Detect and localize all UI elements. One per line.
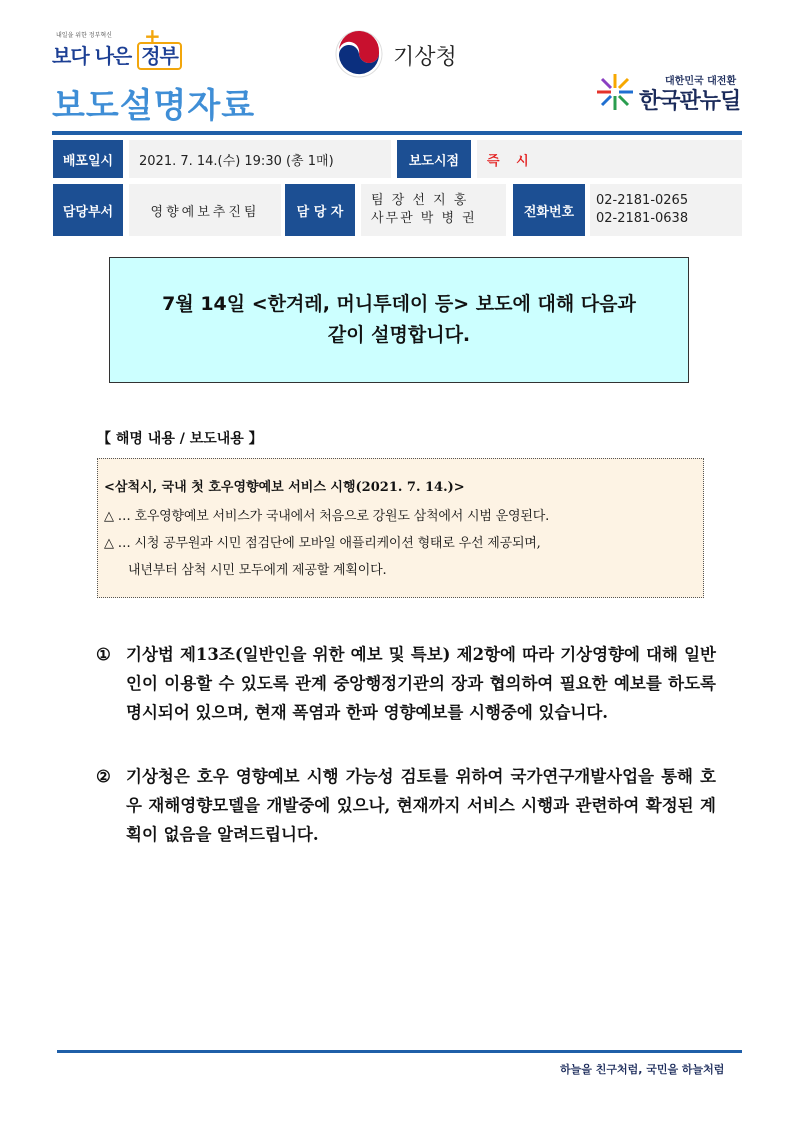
agency-name: 기상청: [393, 45, 457, 70]
paragraph-number: ②: [96, 767, 111, 786]
gov-innovation-logo: [52, 24, 178, 70]
department-label: 담당부서: [53, 184, 123, 236]
new-deal-name: 한국판뉴딜: [639, 89, 741, 114]
paragraph-number: ①: [96, 645, 111, 664]
paragraph-text: 기상법 제13조(일반인을 위한 예보 및 특보) 제2항에 따라 기상영향에 대해 일반인이 이용할 수 있도록 관계 중앙행정기관의 장과 협의하여 필요한 예보를 하도록 명시되어 있으며, 현재 폭염과 한파 영향예보를 시행중에 있습니다.: [126, 645, 716, 722]
contact-person-1: 팀 장 선 지 홍: [371, 193, 469, 208]
phone-2: 02-2181-0638: [596, 211, 689, 226]
report-line-2: △ … 시청 공무원과 시민 점검단에 모바일 애플리케이션 형태로 우선 제공되며,: [104, 536, 541, 551]
report-quote-box: [97, 458, 704, 598]
embargo-label: 보도시점: [397, 140, 471, 178]
phone-label: 전화번호: [513, 184, 585, 236]
contact-person-value: [361, 184, 506, 236]
footer-slogan: 하늘을 친구처럼, 국민을 하늘처럼: [560, 1063, 725, 1076]
document-title: 보도설명자료: [52, 86, 256, 126]
paragraph-text: 기상청은 호우 영향예보 시행 가능성 검토를 위하여 국가연구개발사업을 통해 호우 재해영향모델을 개발중에 있으나, 현재까지 서비스 시행과 관련하여 확정된 계획이 없음을 알려드립니다.: [126, 767, 716, 844]
department-value: 영향예보추진팀: [129, 184, 281, 236]
release-date-value: 2021. 7. 14.(수) 19:30 (총 1매): [129, 140, 391, 178]
phone-value: [590, 184, 742, 236]
contact-person-label: 담 당 자: [285, 184, 355, 236]
header-divider: [52, 131, 742, 135]
taegeuk-emblem-icon: [335, 30, 383, 78]
headline-line-2: 같이 설명합니다.: [327, 324, 471, 346]
headline-box: [109, 257, 689, 383]
release-date-label: 배포일시: [53, 140, 123, 178]
phone-1: 02-2181-0265: [596, 193, 689, 208]
embargo-value: 즉 시: [477, 140, 742, 178]
korean-new-deal-logo: [595, 68, 755, 118]
headline-line-1: 7월 14일 <한겨레, 머니투데이 등> 보도에 대해 다음과: [162, 293, 636, 315]
explanation-paragraph-2: [96, 762, 716, 849]
footer-divider: [57, 1050, 742, 1053]
report-line-3: 내년부터 삼척 시민 모두에게 제공할 계획이다.: [128, 563, 387, 578]
new-deal-slogan: 대한민국 대전환: [665, 76, 737, 87]
gov-slogan-small: 내일을 위한 정부혁신: [56, 32, 112, 39]
plus-icon: +: [144, 24, 161, 48]
headline-text: [139, 289, 659, 351]
gov-slogan-big: 보다 나은 정부: [52, 40, 182, 69]
new-deal-star-icon: [595, 72, 635, 112]
report-title: <삼척시, 국내 첫 호우영향예보 서비스 시행(2021. 7. 14.)>: [104, 480, 465, 495]
report-line-1: △ … 호우영향예보 서비스가 국내에서 처음으로 강원도 삼척에서 시범 운영된다.: [104, 509, 550, 524]
explanation-paragraph-1: [96, 640, 716, 727]
contact-person-2: 사무관 박 병 권: [371, 211, 477, 226]
kma-logo: [335, 30, 465, 80]
section-heading: 【 해명 내용 / 보도내용 】: [97, 431, 263, 447]
